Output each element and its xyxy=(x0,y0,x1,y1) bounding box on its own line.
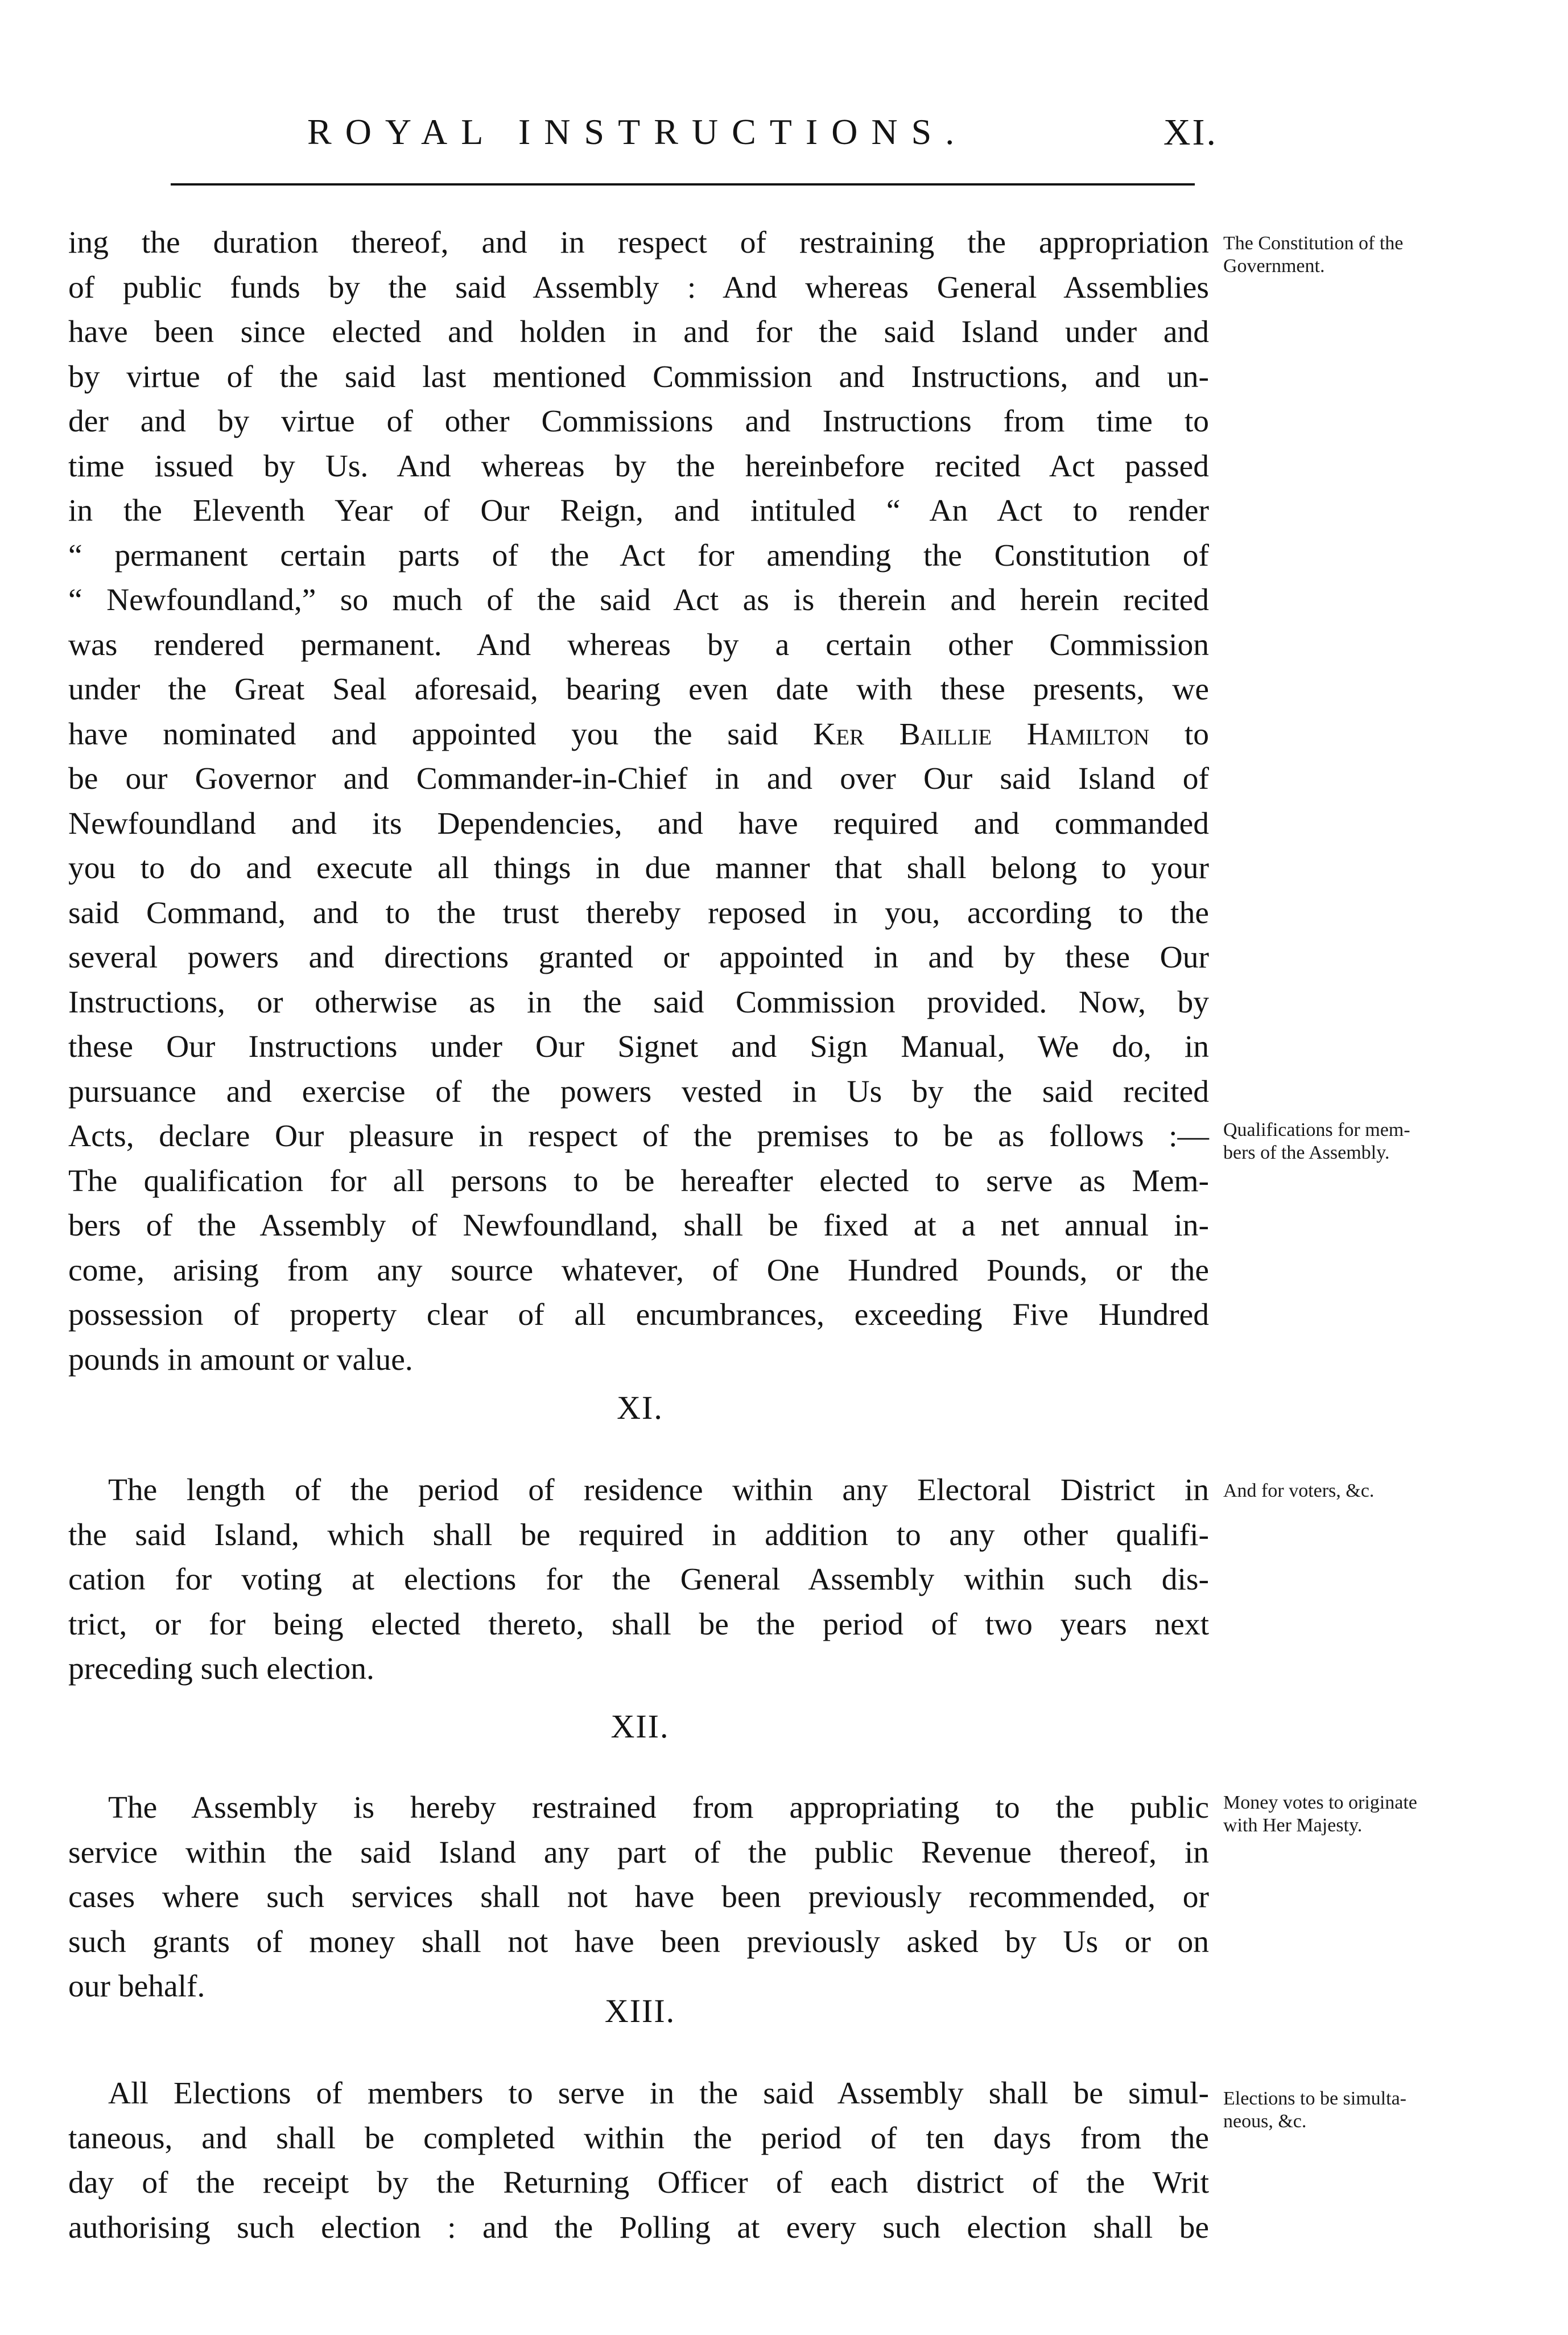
text-line: be our Governor and Commander-in-Chief in and over Our said Island of xyxy=(68,761,1209,796)
running-title: ROYAL INSTRUCTIONS. xyxy=(307,112,968,152)
margin-note-elections xyxy=(1223,2087,1519,2133)
text-fragment: have nominated and appointed you the said xyxy=(68,716,778,752)
text-line: such grants of money shall not have been previously asked by Us or on xyxy=(68,1924,1209,1959)
text-line: have been since elected and holden in and for the said Island under and xyxy=(68,315,1209,349)
text-line: authorising such election : and the Polling at every such election shall be xyxy=(68,2210,1209,2245)
text-line: All Elections of members to serve in the said Assembly shall be simul- xyxy=(108,2076,1209,2111)
text-line: pursuance and exercise of the powers vested in Us by the said recited xyxy=(68,1074,1209,1109)
text-line: these Our Instructions under Our Signet and Sign Manual, We do, in xyxy=(68,1029,1209,1064)
margin-note-line: bers of the Assembly. xyxy=(1223,1142,1390,1163)
text-line: ing the duration thereof, and in respect of restraining the appropriation xyxy=(68,225,1209,260)
text-line: “ permanent certain parts of the Act for amending the Constitution of xyxy=(68,538,1209,573)
text-line: trict, or for being elected thereto, shall be the period of two years next xyxy=(68,1607,1209,1642)
text-line: The length of the period of residence within any Electoral District in xyxy=(108,1473,1209,1508)
text-line: of public funds by the said Assembly : And whereas General Assemblies xyxy=(68,270,1209,305)
margin-note-money-votes xyxy=(1223,1792,1519,1837)
paragraph-section-xi xyxy=(68,1468,1209,1692)
text-line: you to do and execute all things in due manner that shall belong to your xyxy=(68,851,1209,886)
text-line: in the Eleventh Year of Our Reign, and intituled “ An Act to render xyxy=(68,493,1209,528)
text-fragment: to xyxy=(1184,716,1210,752)
text-line: service within the said Island any part of the public Revenue thereof, in xyxy=(68,1835,1209,1870)
text-line: was rendered permanent. And whereas by a certain other Commission xyxy=(68,627,1209,662)
margin-note-line: Money votes to originate xyxy=(1223,1792,1417,1813)
margin-note-line: Qualifications for mem- xyxy=(1223,1119,1410,1140)
text-line: come, arising from any source whatever, of One Hundred Pounds, or the xyxy=(68,1253,1209,1288)
text-line: the said Island, which shall be required in addition to any other qualifi- xyxy=(68,1517,1209,1552)
margin-note-line: The Constitution of the xyxy=(1223,233,1404,254)
margin-note-line: And for voters, &c. xyxy=(1223,1480,1375,1501)
text-line: preceding such election. xyxy=(68,1652,374,1686)
governor-name: Ker Baillie Hamilton xyxy=(813,716,1150,752)
margin-note-constitution xyxy=(1223,232,1519,278)
paragraph-section-x-continued xyxy=(68,221,1209,1382)
margin-note-line: with Her Majesty. xyxy=(1223,1815,1363,1836)
text-line-with-name xyxy=(68,713,1209,757)
text-line: Instructions, or otherwise as in the said Commission provided. Now, by xyxy=(68,985,1209,1020)
page-number: XI. xyxy=(1163,112,1218,153)
text-line: said Command, and to the trust thereby reposed in you, according to the xyxy=(68,895,1209,930)
paragraph-section-xiii xyxy=(68,2072,1209,2250)
running-header xyxy=(307,111,1218,162)
text-line: Acts, declare Our pleasure in respect of the premises to be as follows :— xyxy=(68,1119,1209,1154)
text-line: bers of the Assembly of Newfoundland, shall be fixed at a net annual in- xyxy=(68,1208,1209,1243)
margin-note-voters xyxy=(1223,1480,1519,1502)
text-line: possession of property clear of all encumbrances, exceeding Five Hundred xyxy=(68,1298,1209,1332)
section-number-xii: XII. xyxy=(610,1708,670,1745)
section-number-xiii: XIII. xyxy=(604,1992,676,2029)
text-line: pounds in amount or value. xyxy=(68,1342,413,1377)
margin-note-qualifications xyxy=(1223,1119,1519,1164)
paragraph-section-xii xyxy=(68,1786,1209,2009)
text-line: by virtue of the said last mentioned Commission and Instructions, and un- xyxy=(68,359,1209,394)
text-line: day of the receipt by the Returning Officer of each district of the Writ xyxy=(68,2165,1209,2200)
header-rule xyxy=(171,183,1195,186)
text-line: under the Great Seal aforesaid, bearing even date with these presents, we xyxy=(68,672,1209,707)
text-line: cation for voting at elections for the General Assembly within such dis- xyxy=(68,1562,1209,1597)
margin-note-line: neous, &c. xyxy=(1223,2111,1307,2132)
text-line: time issued by Us. And whereas by the hereinbefore recited Act passed xyxy=(68,448,1209,484)
text-line: several powers and directions granted or appointed in and by these Our xyxy=(68,940,1209,975)
margin-note-line: Government. xyxy=(1223,256,1325,277)
text-line: Newfoundland and its Dependencies, and have required and commanded xyxy=(68,806,1209,841)
text-line: The Assembly is hereby restrained from appropriating to the public xyxy=(108,1790,1209,1825)
text-line: taneous, and shall be completed within the period of ten days from the xyxy=(68,2120,1209,2156)
text-line: “ Newfoundland,” so much of the said Act as is therein and herein recited xyxy=(68,583,1209,617)
text-line: our behalf. xyxy=(68,1969,205,2004)
section-number-xi: XI. xyxy=(617,1389,663,1426)
text-line: cases where such services shall not have been previously recommended, or xyxy=(68,1880,1209,1914)
text-line: The qualification for all persons to be hereafter elected to serve as Mem- xyxy=(68,1163,1209,1199)
margin-note-line: Elections to be simulta- xyxy=(1223,2088,1406,2109)
text-line: der and by virtue of other Commissions and Instructions from time to xyxy=(68,404,1209,439)
